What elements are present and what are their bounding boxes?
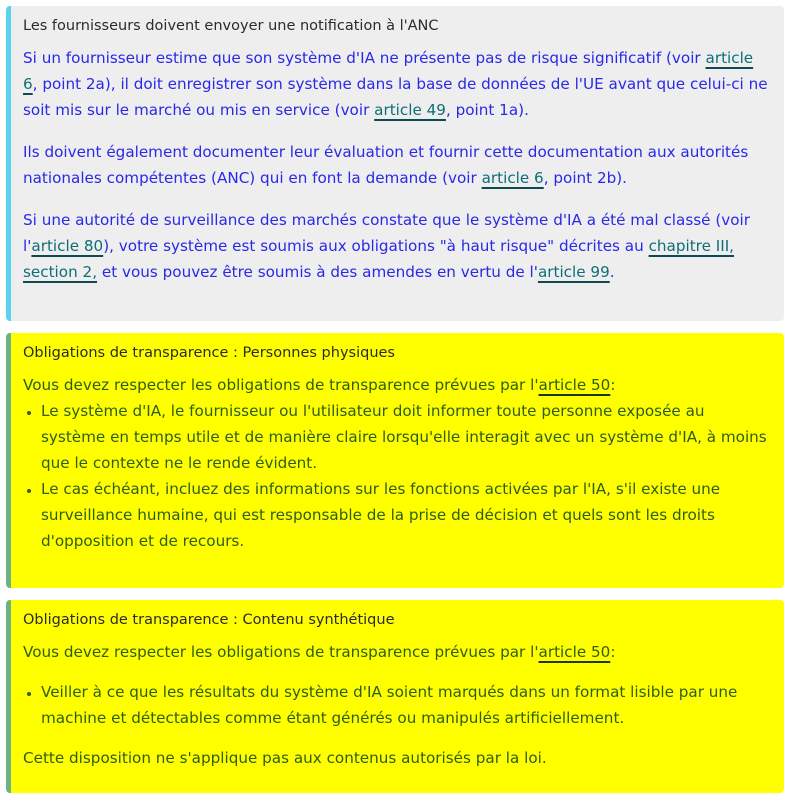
link-article-50[interactable]: article 50 <box>538 376 611 394</box>
bullet-list <box>23 398 772 554</box>
intro-text <box>23 639 772 665</box>
paragraph-documentation <box>23 139 772 191</box>
paragraph-registration <box>23 45 772 123</box>
list-item: • Veiller à ce que les résultats du système d'IA soient marqués dans un format lisible par une machine et détectables comme étant générés ou manipulés artificiellement. <box>41 679 772 731</box>
card-title: Obligations de transparence : Personnes physiques <box>23 345 395 361</box>
link-article-50[interactable]: article 50 <box>538 643 611 661</box>
text: , point 1a). <box>445 101 529 119</box>
card-body <box>23 372 772 554</box>
link-article-49[interactable]: article 49 <box>374 101 446 119</box>
card-title: Les fournisseurs doivent envoyer une notification à l'ANC <box>23 18 439 34</box>
text: . <box>609 263 615 281</box>
text: Vous devez respecter les obligations de transparence prévues par l' <box>23 643 539 661</box>
card-body <box>23 639 772 771</box>
text: , point 2b). <box>543 169 628 187</box>
text: Si un fournisseur estime que son système d'IA ne présente pas de risque significatif (voir <box>23 49 706 67</box>
text: ), votre système est soumis aux obligations "à haut risque" décrites au <box>103 237 649 255</box>
link-article-80[interactable]: article 80 <box>31 237 104 255</box>
list-item: • Le système d'IA, le fournisseur ou l'utilisateur doit informer toute personne exposée au système en temps utile et de manière claire lorsqu'elle interagit avec un système d'IA, à moins que le contexte ne le rende évident. <box>41 398 772 476</box>
paragraph-misclassification <box>23 207 772 285</box>
text: : <box>610 643 616 661</box>
card-title: Obligations de transparence : Contenu synthétique <box>23 612 395 628</box>
text: Si une autorité de surveillance des marchés constate que le système d'IA a été mal classé (voir l' <box>23 211 750 255</box>
natural-persons-card <box>6 333 784 588</box>
bullet-list <box>23 679 772 731</box>
note-text: Cette disposition ne s'applique pas aux contenus autorisés par la loi. <box>23 749 547 767</box>
text: et vous pouvez être soumis à des amendes en vertu de l' <box>97 263 538 281</box>
link-article-6[interactable]: article 6 <box>481 169 544 187</box>
anc-notification-card <box>6 6 784 321</box>
synthetic-content-card <box>6 600 784 793</box>
text: , point 2a), il doit enregistrer son système dans la base de données de l'UE avant que celui-ci ne soit mis sur le marché ou mis en service (voir <box>23 75 768 119</box>
link-article-99[interactable]: article 99 <box>537 263 610 281</box>
text: Vous devez respecter les obligations de transparence prévues par l' <box>23 376 539 394</box>
link-chapter-3-section-2[interactable]: chapitre III, section 2, <box>23 237 735 281</box>
text: Ils doivent également documenter leur évaluation et fournir cette documentation aux autorités nationales compétentes (ANC) qui en font la demande (voir <box>23 143 749 187</box>
list-item: • Le cas échéant, incluez des informations sur les fonctions activées par l'IA, s'il existe une surveillance humaine, qui est responsable de la prise de décision et quels sont les droits d'opposition et de recours. <box>41 476 772 554</box>
link-article-6[interactable]: article 6 <box>23 49 754 93</box>
intro-text <box>23 372 772 398</box>
text: : <box>610 376 616 394</box>
